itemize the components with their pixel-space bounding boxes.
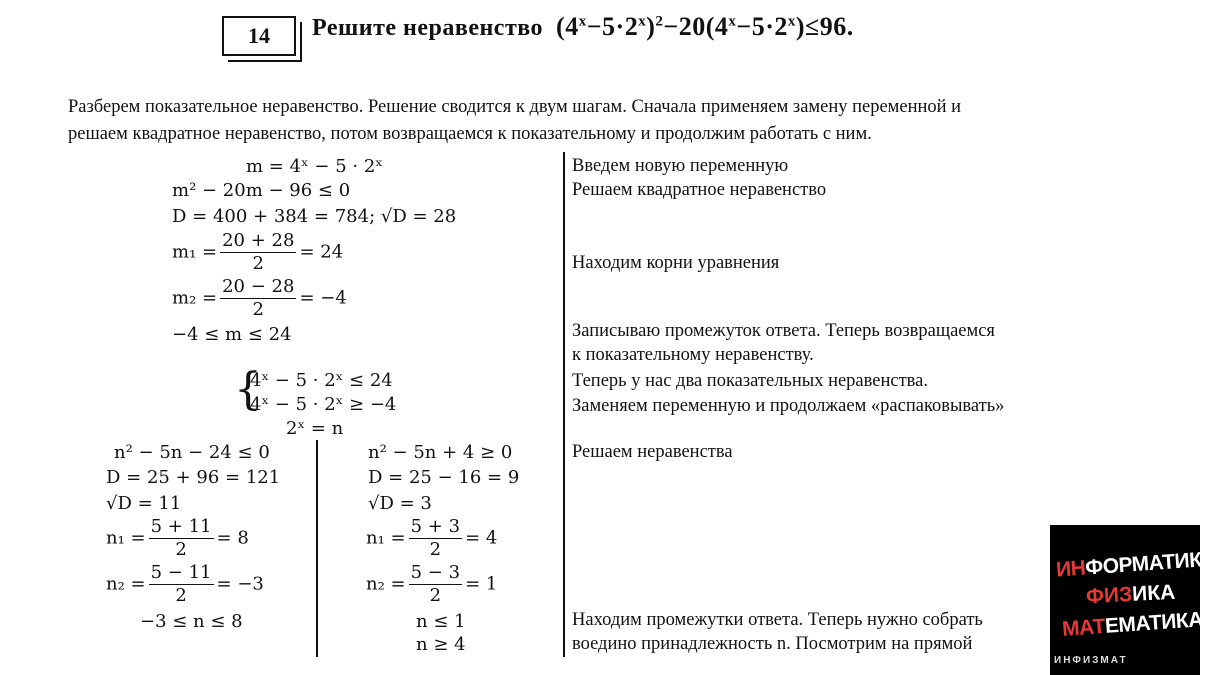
right-quadratic: n² − 5n + 4 ≥ 0: [368, 442, 513, 463]
note-interval-1: Записываю промежуток ответа. Теперь возвращаемся: [572, 321, 995, 341]
root-m2: m₂ = $\frac{20 - 28}{2}$ = −4: [172, 276, 347, 320]
discriminant: D = 400 + 384 = 784; √D = 28: [172, 206, 457, 227]
notes-divider: [563, 152, 565, 657]
problem-statement: Решите неравенство $(4^x-5\cdot 2^x)^2-20(4^x-5\cdot 2^x)\le 96$.: [312, 12, 854, 41]
left-discriminant: D = 25 + 96 = 121: [106, 467, 281, 488]
right-discriminant: D = 25 − 16 = 9: [368, 467, 520, 488]
interval-m: −4 ≤ m ≤ 24: [172, 324, 292, 345]
system-brace: {: [234, 364, 262, 415]
left-interval: −3 ≤ n ≤ 8: [140, 611, 243, 632]
system-line-2: 4ˣ − 5 · 2ˣ ≥ −4: [250, 394, 397, 415]
left-root-n2: n₂ = $\frac{5 - 11}{2}$ = −3: [106, 562, 264, 606]
note-find-roots: Находим корни уравнения: [572, 253, 780, 273]
note-solve-inequalities: Решаем неравенства: [572, 442, 733, 462]
note-two-inequalities: Теперь у нас два показательных неравенства.: [572, 371, 929, 391]
note-answer-1: Находим промежутки ответа. Теперь нужно собрать: [572, 610, 983, 630]
problem-number: 14: [222, 16, 296, 56]
note-answer-2: воедино принадлежность n. Посмотрим на прямой: [572, 634, 973, 654]
right-interval-2: n ≥ 4: [416, 634, 466, 655]
quadratic-inequality: m² − 20m − 96 ≤ 0: [172, 180, 351, 201]
right-root-n1: n₁ = $\frac{5 + 3}{2}$ = 4: [366, 516, 498, 560]
note-solve-quadratic: Решаем квадратное неравенство: [572, 180, 827, 200]
right-root-n2: n₂ = $\frac{5 - 3}{2}$ = 1: [366, 562, 498, 606]
root-m1: m₁ = $\frac{20 + 28}{2}$ = 24: [172, 230, 344, 274]
fraction-right-n2: $\frac{5 - 3}{2}$: [410, 562, 461, 606]
left-root-d: √D = 11: [106, 493, 182, 514]
substitution-def: m = 4ˣ − 5 · 2ˣ: [246, 156, 383, 177]
right-interval-1: n ≤ 1: [416, 611, 466, 632]
left-quadratic: n² − 5n − 24 ≤ 0: [114, 442, 270, 463]
fraction-m1: $\frac{20 + 28}{2}$: [222, 230, 295, 274]
fraction-right-n1: $\frac{5 + 3}{2}$: [410, 516, 461, 560]
substitution-n: 2ˣ = n: [286, 418, 344, 439]
columns-divider: [316, 440, 318, 657]
fraction-left-n1: $\frac{5 + 11}{2}$: [150, 516, 212, 560]
intro-text: [68, 94, 961, 148]
fraction-m2: $\frac{20 - 28}{2}$: [222, 276, 295, 320]
note-substitute: Заменяем переменную и продолжаем «распаковывать»: [572, 396, 1005, 416]
fraction-left-n2: $\frac{5 - 11}{2}$: [150, 562, 212, 606]
right-root-d: √D = 3: [368, 493, 432, 514]
system-line-1: 4ˣ − 5 · 2ˣ ≤ 24: [250, 370, 393, 391]
left-root-n1: n₁ = $\frac{5 + 11}{2}$ = 8: [106, 516, 249, 560]
infizmat-logo: ИНФОРМАТИКА ФИЗИКА МАТЕМАТИКА ИНФИЗМАТ: [1050, 525, 1200, 675]
note-new-variable: Введем новую переменную: [572, 156, 789, 176]
intro-line-2: решаем квадратное неравенство, потом возвращаемся к показательному и продолжим работать с ним.: [68, 124, 872, 144]
intro-line-1: Разберем показательное неравенство. Решение сводится к двум шагам. Сначала применяем замену переменной и: [68, 97, 962, 117]
note-interval-2: к показательному неравенству.: [572, 345, 814, 365]
